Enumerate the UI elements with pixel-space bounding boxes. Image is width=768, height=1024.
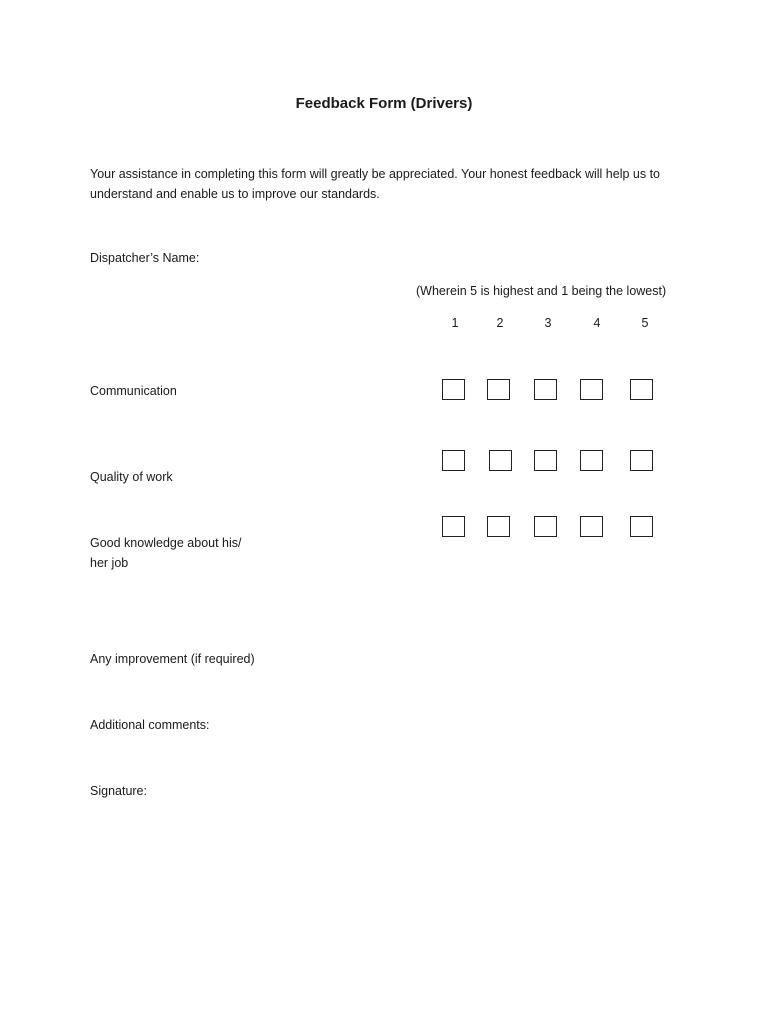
communication-rating-4-checkbox[interactable] <box>580 379 603 400</box>
criterion-quality-label <box>90 467 173 487</box>
improvement-label: Any improvement (if required) <box>90 652 255 666</box>
intro-paragraph <box>90 164 690 204</box>
criterion-knowledge-text-line-2: her job <box>90 556 129 570</box>
rating-header-4: 4 <box>593 316 601 330</box>
quality-rating-2-checkbox[interactable] <box>489 450 512 471</box>
criterion-knowledge-text-line-1: Good knowledge about his/ <box>90 536 242 550</box>
signature-label: Signature: <box>90 784 147 798</box>
intro-line-2: understand and enable us to improve our standards. <box>90 187 380 201</box>
rating-header-3: 3 <box>544 316 552 330</box>
knowledge-rating-3-checkbox[interactable] <box>534 516 557 537</box>
quality-rating-4-checkbox[interactable] <box>580 450 603 471</box>
communication-rating-1-checkbox[interactable] <box>442 379 465 400</box>
quality-rating-5-checkbox[interactable] <box>630 450 653 471</box>
communication-rating-5-checkbox[interactable] <box>630 379 653 400</box>
rating-header-2: 2 <box>496 316 504 330</box>
rating-header-1: 1 <box>451 316 459 330</box>
criterion-knowledge-label <box>90 533 242 573</box>
knowledge-rating-4-checkbox[interactable] <box>580 516 603 537</box>
form-title: Feedback Form (Drivers) <box>295 95 473 112</box>
quality-rating-3-checkbox[interactable] <box>534 450 557 471</box>
communication-rating-2-checkbox[interactable] <box>487 379 510 400</box>
knowledge-rating-2-checkbox[interactable] <box>487 516 510 537</box>
dispatcher-name-label: Dispatcher’s Name: <box>90 251 200 265</box>
intro-line-1: Your assistance in completing this form will greatly be appreciated. Your honest feedback will help us to <box>90 167 661 181</box>
communication-rating-3-checkbox[interactable] <box>534 379 557 400</box>
criterion-communication-label <box>90 381 177 401</box>
rating-scale-note: (Wherein 5 is highest and 1 being the lowest) <box>416 284 667 298</box>
quality-rating-1-checkbox[interactable] <box>442 450 465 471</box>
criterion-communication-text: Communication <box>90 384 177 398</box>
knowledge-rating-1-checkbox[interactable] <box>442 516 465 537</box>
knowledge-rating-5-checkbox[interactable] <box>630 516 653 537</box>
criterion-quality-text: Quality of work <box>90 470 173 484</box>
additional-comments-label: Additional comments: <box>90 718 210 732</box>
rating-header-5: 5 <box>641 316 649 330</box>
